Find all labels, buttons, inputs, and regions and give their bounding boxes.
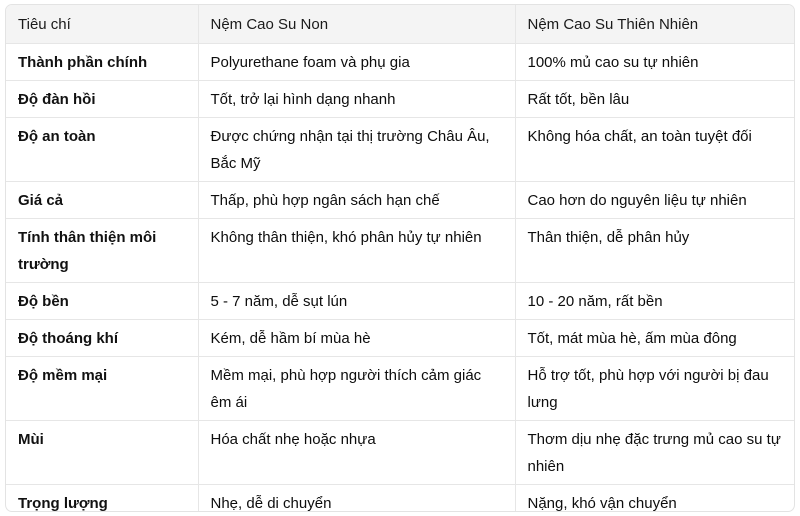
natural-cell: Thân thiện, dễ phân hủy	[515, 219, 794, 283]
criteria-cell: Độ mềm mại	[6, 357, 198, 421]
natural-cell: Tốt, mát mùa hè, ấm mùa đông	[515, 320, 794, 357]
natural-cell: Rất tốt, bền lâu	[515, 81, 794, 118]
header-criteria: Tiêu chí	[6, 5, 198, 44]
natural-cell: Không hóa chất, an toàn tuyệt đối	[515, 118, 794, 182]
comparison-table	[6, 5, 794, 512]
criteria-cell: Giá cả	[6, 182, 198, 219]
synthetic-cell: Tốt, trở lại hình dạng nhanh	[198, 81, 515, 118]
table-row	[6, 320, 794, 357]
table-row	[6, 485, 794, 513]
table-body	[6, 44, 794, 513]
table-row	[6, 357, 794, 421]
criteria-cell: Mùi	[6, 421, 198, 485]
synthetic-cell: Mềm mại, phù hợp người thích cảm giác êm ái	[198, 357, 515, 421]
table-row	[6, 182, 794, 219]
header-natural-latex: Nệm Cao Su Thiên Nhiên	[515, 5, 794, 44]
criteria-cell: Thành phần chính	[6, 44, 198, 81]
table-row	[6, 81, 794, 118]
table-row	[6, 421, 794, 485]
natural-cell: Thơm dịu nhẹ đặc trưng mủ cao su tự nhiên	[515, 421, 794, 485]
synthetic-cell: 5 - 7 năm, dễ sụt lún	[198, 283, 515, 320]
table-row	[6, 219, 794, 283]
synthetic-cell: Kém, dễ hầm bí mùa hè	[198, 320, 515, 357]
natural-cell: Hỗ trợ tốt, phù hợp với người bị đau lưng	[515, 357, 794, 421]
criteria-cell: Độ thoáng khí	[6, 320, 198, 357]
table-row	[6, 44, 794, 81]
synthetic-cell: Được chứng nhận tại thị trường Châu Âu, Bắc Mỹ	[198, 118, 515, 182]
comparison-table-container	[5, 4, 795, 512]
header-synthetic-latex: Nệm Cao Su Non	[198, 5, 515, 44]
natural-cell: 10 - 20 năm, rất bền	[515, 283, 794, 320]
synthetic-cell: Polyurethane foam và phụ gia	[198, 44, 515, 81]
criteria-cell: Trọng lượng	[6, 485, 198, 513]
criteria-cell: Độ bền	[6, 283, 198, 320]
synthetic-cell: Thấp, phù hợp ngân sách hạn chế	[198, 182, 515, 219]
table-row	[6, 283, 794, 320]
criteria-cell: Độ an toàn	[6, 118, 198, 182]
table-header	[6, 5, 794, 44]
synthetic-cell: Nhẹ, dễ di chuyển	[198, 485, 515, 513]
natural-cell: 100% mủ cao su tự nhiên	[515, 44, 794, 81]
synthetic-cell: Không thân thiện, khó phân hủy tự nhiên	[198, 219, 515, 283]
natural-cell: Cao hơn do nguyên liệu tự nhiên	[515, 182, 794, 219]
synthetic-cell: Hóa chất nhẹ hoặc nhựa	[198, 421, 515, 485]
natural-cell: Nặng, khó vận chuyển	[527, 495, 677, 512]
header-row	[6, 5, 794, 44]
criteria-cell: Tính thân thiện môi trường	[6, 219, 198, 283]
criteria-cell: Độ đàn hồi	[6, 81, 198, 118]
table-row	[6, 118, 794, 182]
